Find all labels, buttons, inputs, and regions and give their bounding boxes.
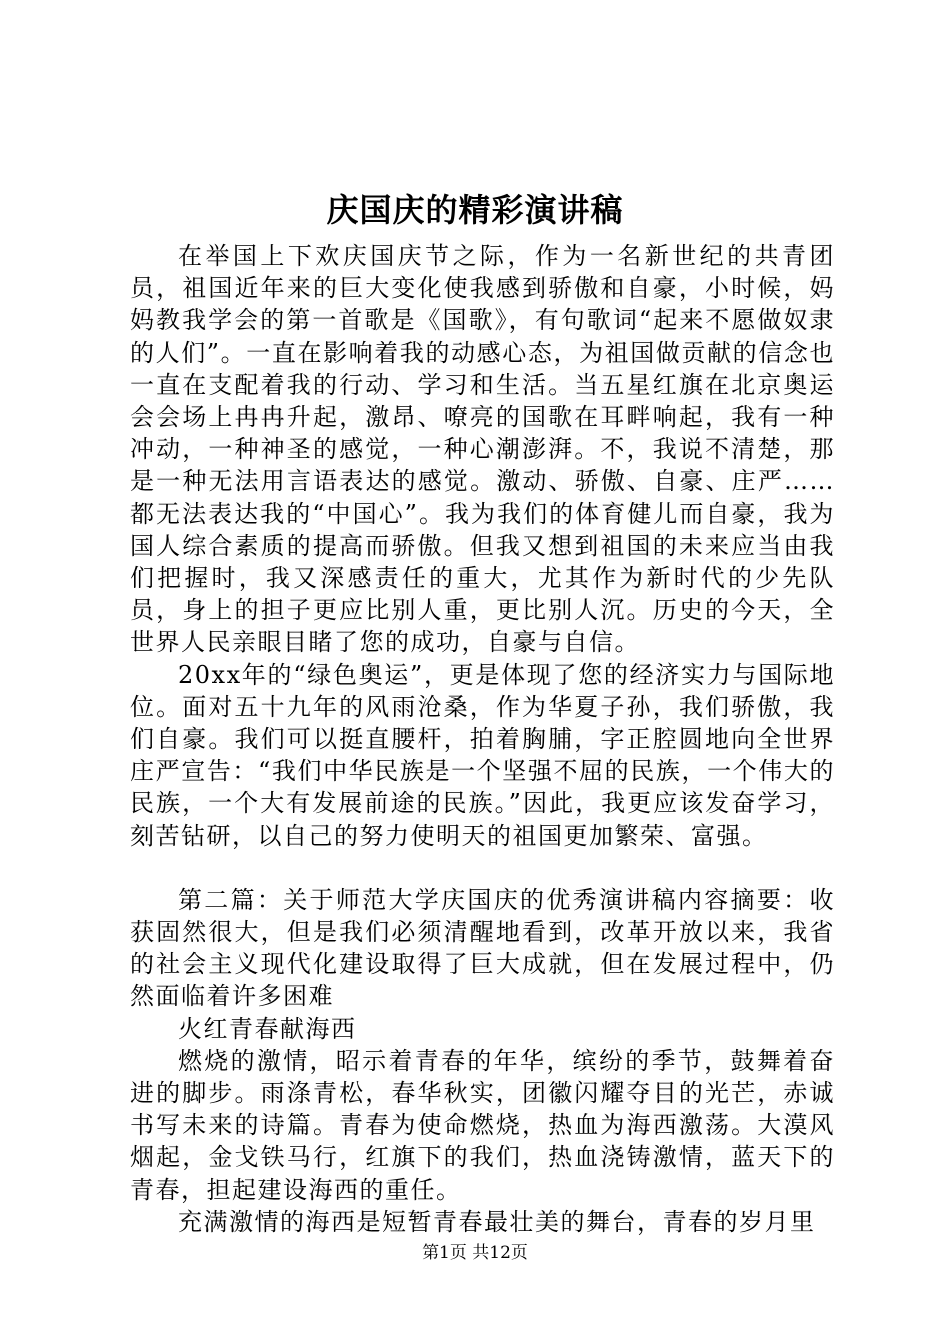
paragraph: 在举国上下欢庆国庆节之际，作为一名新世纪的共青团员，祖国近年来的巨大变化使我感到骄傲和自豪，小时候，妈妈教我学会的第一首歌是《国歌》，有句歌词“起来不愿做奴隶的人们”。一直在影响着我的动感心态，为祖国做贡献的信念也一直在支配着我的行动、学习和生活。当五星红旗在北京奥运会会场上冉冉升起，激昂、嘹亮的国歌在耳畔响起，我有一种冲动，一种神圣的感觉，一种心潮澎湃。不，我说不清楚，那是一种无法用言语表达的感觉。激动、骄傲、自豪、庄严……都无法表达我的“中国心”。我为我们的体育健儿而自豪，我为国人综合素质的提高而骄傲。但我又想到祖国的未来应当由我们把握时，我又深感责任的重大，尤其作为新时代的少先队员，身上的担子更应比别人重，更比别人沉。历史的今天，全世界人民亲眼目睹了您的成功，自豪与自信。 bbox=[130, 242, 835, 657]
paragraph: 充满激情的海西是短暂青春最壮美的舞台，青春的岁月里 bbox=[178, 1207, 816, 1236]
document-title: 庆国庆的精彩演讲稿 bbox=[326, 191, 624, 229]
paragraph: 燃烧的激情，昭示着青春的年华，缤纷的季节，鼓舞着奋进的脚步。雨涤青松，春华秋实，团徽闪耀夺目的光芒，赤诚书写未来的诗篇。青春为使命燃烧，热血为海西激荡。大漠风烟起，金戈铁马行，红旗下的我们，热血浇铸激情，蓝天下的青春，担起建设海西的重任。 bbox=[130, 1046, 835, 1204]
paragraph-spacer bbox=[130, 852, 835, 884]
section-heading: 火红青春献海西 bbox=[178, 1014, 357, 1043]
page-footer: 第1页 共12页 bbox=[422, 1243, 528, 1263]
paragraph: 第二篇：关于师范大学庆国庆的优秀演讲稿内容摘要：收获固然很大，但是我们必须清醒地看到，改革开放以来，我省的社会主义现代化建设取得了巨大成就，但在发展过程中，仍然面临着许多困难 bbox=[130, 885, 835, 1011]
paragraph: 20xx年的“绿色奥运”，更是体现了您的经济实力与国际地位。面对五十九年的风雨沧桑，作为华夏子孙，我们骄傲，我们自豪。我们可以挺直腰杆，拍着胸脯，字正腔圆地向全世界庄严宣告：“我们中华民族是一个坚强不屈的民族，一个伟大的民族，一个大有发展前途的民族。”因此，我更应该发奋学习，刻苦钻研，以自己的努力使明天的祖国更加繁荣、富强。 bbox=[130, 660, 835, 850]
document-body bbox=[130, 240, 835, 1238]
